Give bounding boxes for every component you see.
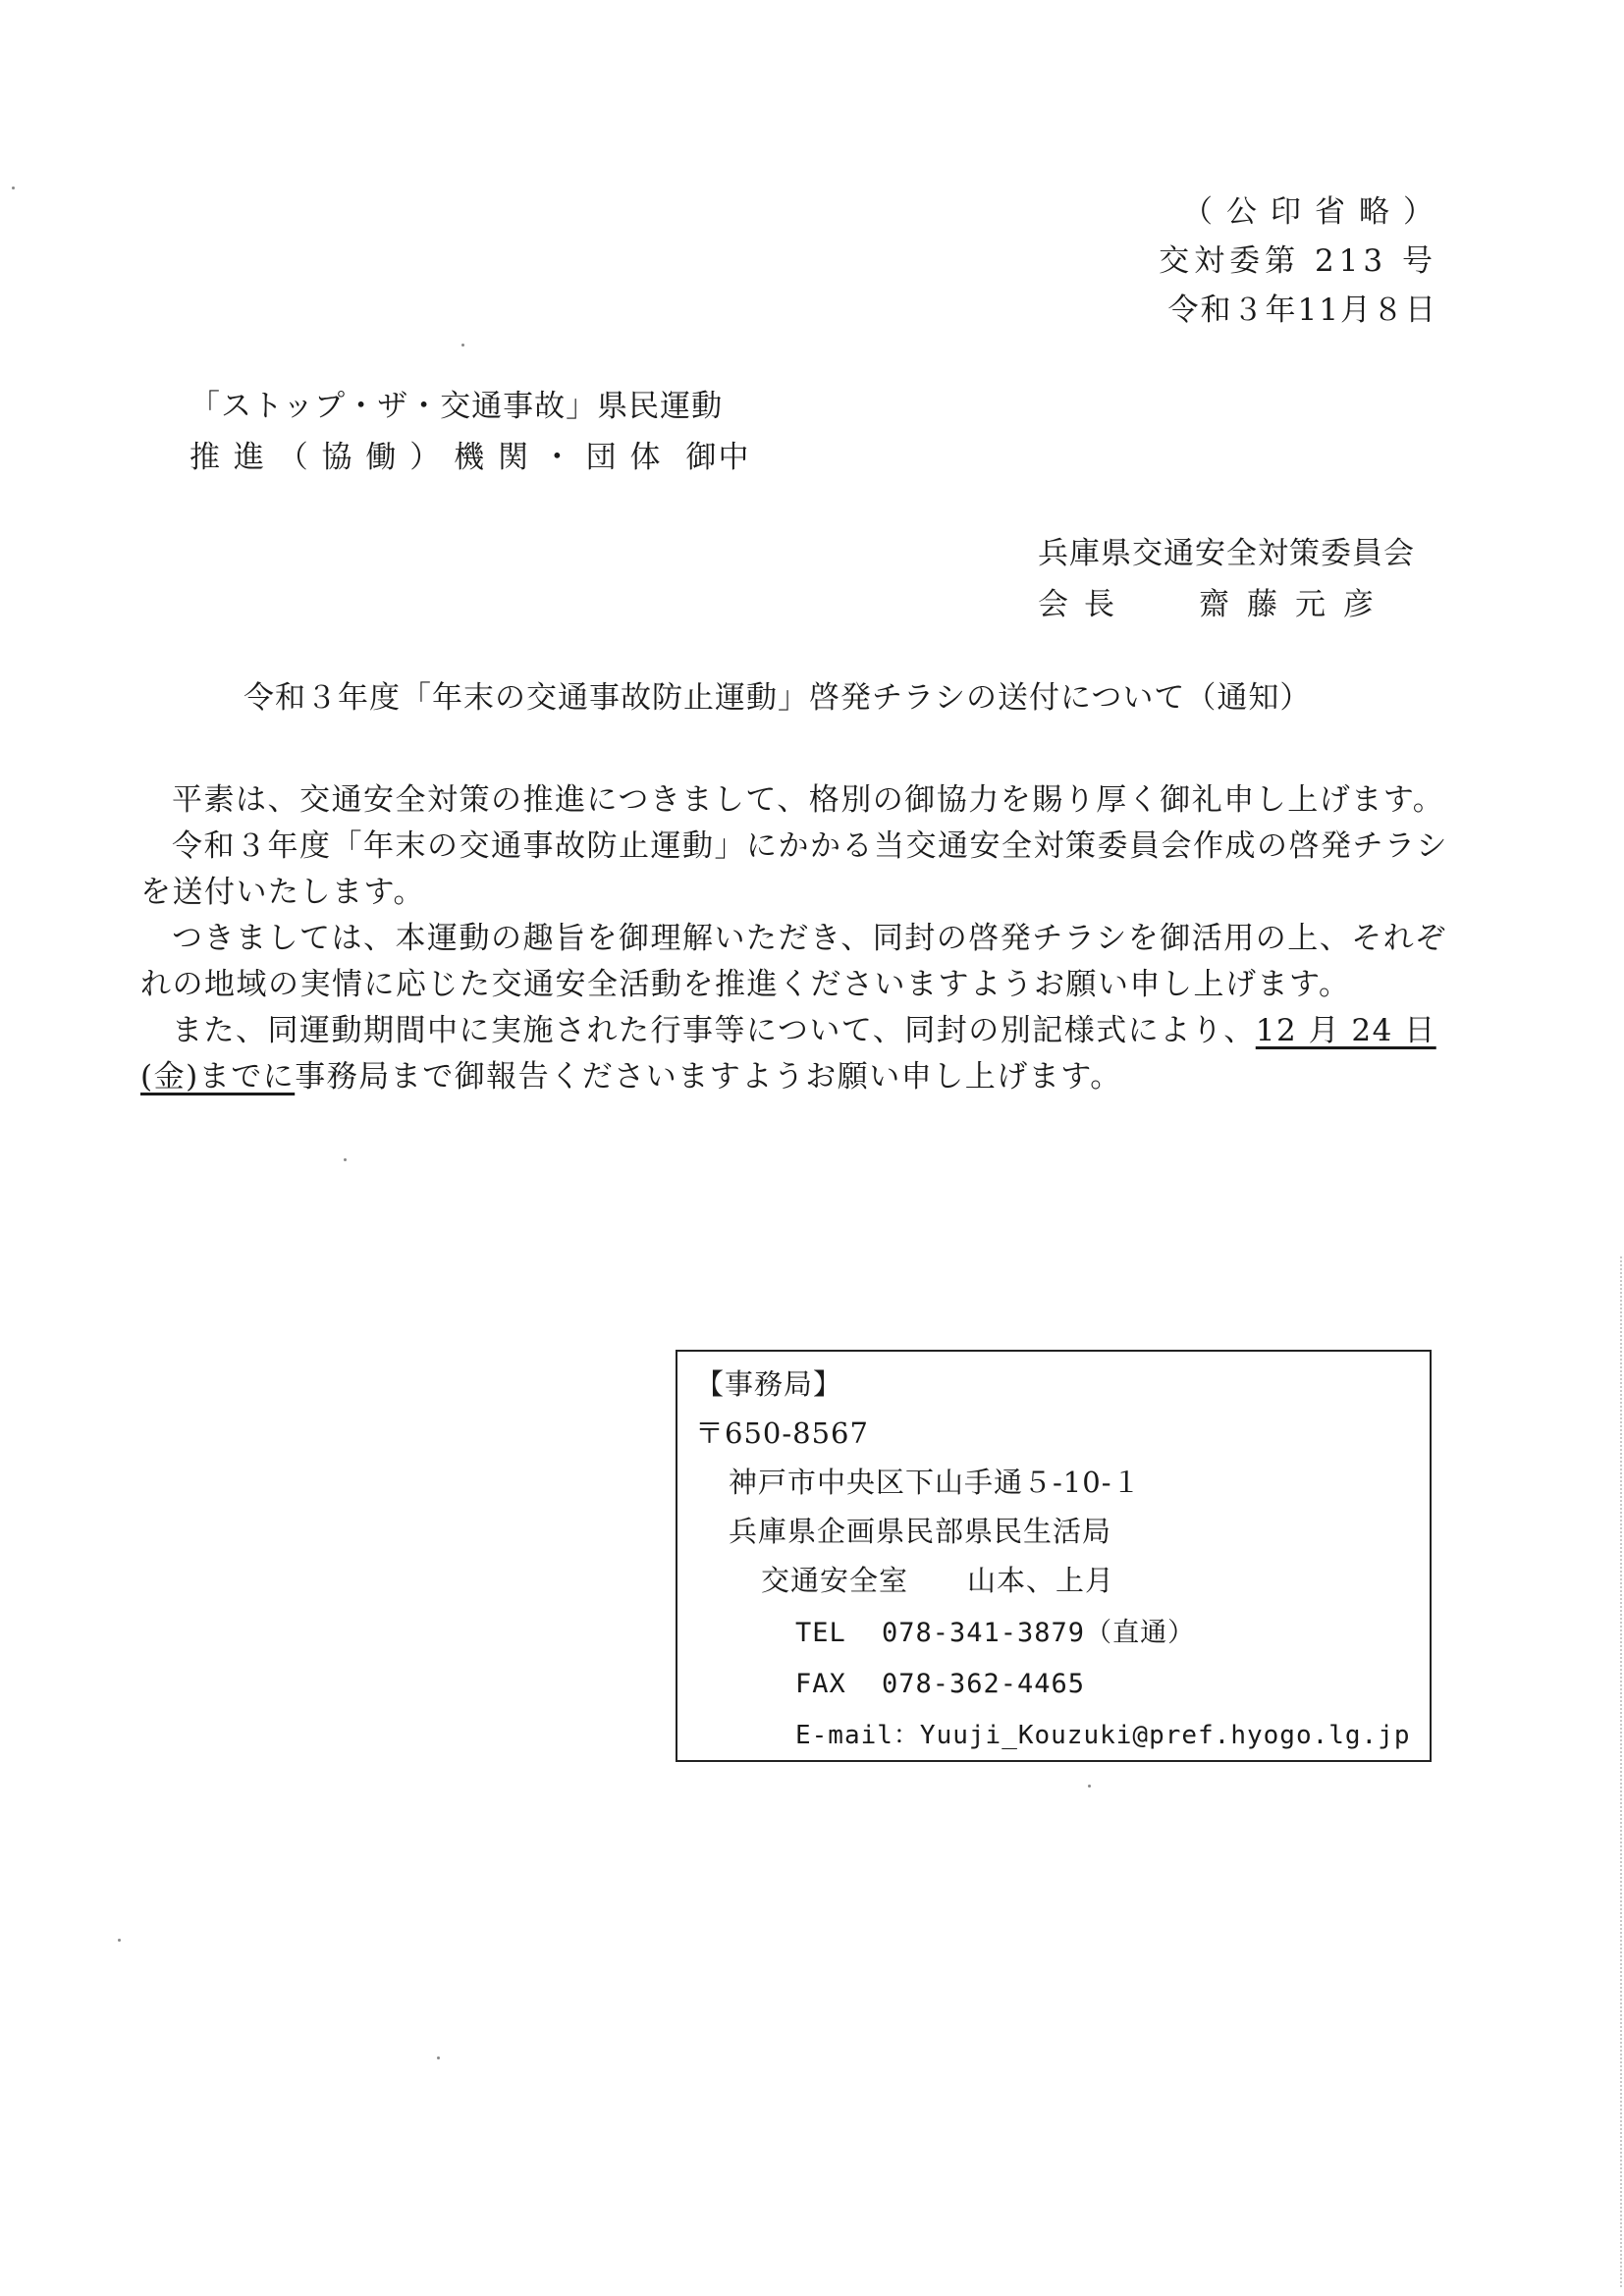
document-number: 交対委第 213 号 xyxy=(1159,243,1437,279)
email-address[interactable]: Yuuji_Kouzuki@pref.hyogo.lg.jp xyxy=(919,1721,1411,1750)
contact-staff: 山本、上月 xyxy=(967,1564,1115,1597)
contact-postal-code: 〒650-8567 xyxy=(695,1416,869,1450)
sender-title: 会長 xyxy=(1038,587,1130,622)
contact-fax xyxy=(795,1664,1085,1703)
report-deadline: 12 月 24 日(金)までに xyxy=(140,1013,1436,1095)
tel-label: TEL xyxy=(795,1618,846,1648)
sender-organization: 兵庫県交通安全対策委員会 xyxy=(1038,536,1415,571)
contact-tel xyxy=(795,1613,1195,1652)
contact-office xyxy=(761,1562,1114,1599)
contact-address: 神戸市中央区下山手通５-10-１ xyxy=(729,1466,1142,1499)
scan-speck xyxy=(437,2056,440,2059)
sender-signature xyxy=(1038,585,1391,624)
scan-speck xyxy=(12,187,15,189)
scan-speck xyxy=(461,344,464,347)
body-paragraph-report xyxy=(140,1008,1461,1100)
addressee-organizations xyxy=(189,438,751,477)
body-paragraph-request: つきましては、本運動の趣旨を御理解いただき、同封の啓発チラシを御活用の上、それぞれの地域の実情に応じた交通安全活動を推進くださいますようお願い申し上げます。 xyxy=(140,921,1447,1002)
report-text-after: 事務局まで御報告くださいますようお願い申し上げます。 xyxy=(295,1059,1122,1095)
report-text-before: また、同運動期間中に実施された行事等について、同封の別記様式により、 xyxy=(172,1013,1256,1048)
scan-speck xyxy=(344,1158,347,1161)
email-label: E-mail： xyxy=(795,1721,920,1750)
document-body xyxy=(140,777,1461,1100)
scan-speck xyxy=(118,1939,121,1942)
addressee-honorific: 御中 xyxy=(685,440,751,475)
body-paragraph-greeting: 平素は、交通安全対策の推進につきまして、格別の御協力を賜り厚く御礼申し上げます。 xyxy=(172,782,1445,818)
contact-heading: 【事務局】 xyxy=(695,1367,843,1401)
body-paragraph-enclosure: 令和３年度「年末の交通事故防止運動」にかかる当交通安全対策委員会作成の啓発チラシを送付いたします。 xyxy=(140,828,1448,910)
sender-name: 齋藤元彦 xyxy=(1199,587,1391,622)
scan-speck xyxy=(1088,1785,1091,1788)
scan-edge xyxy=(1614,1256,1622,2287)
seal-omitted-note: （公印省略） xyxy=(1182,194,1447,230)
addressee-organizations-label: 推 進 （ 協 働 ） 機 関 ・ 団 体 xyxy=(189,440,663,475)
addressee-campaign: 「ストップ・ザ・交通事故」県民運動 xyxy=(189,389,724,424)
tel-number: 078-341-3879（直通） xyxy=(882,1618,1196,1648)
fax-number: 078-362-4465 xyxy=(882,1669,1086,1699)
fax-label: FAX xyxy=(795,1669,846,1699)
contact-department: 兵庫県企画県民部県民生活局 xyxy=(729,1515,1112,1548)
secretariat-contact-box xyxy=(676,1350,1432,1762)
contact-email xyxy=(795,1715,1411,1754)
contact-office-name: 交通安全室 xyxy=(761,1564,909,1597)
document-date: 令和３年11月８日 xyxy=(1167,293,1437,328)
document-subject: 令和３年度「年末の交通事故防止運動」啓発チラシの送付について（通知） xyxy=(244,680,1312,716)
